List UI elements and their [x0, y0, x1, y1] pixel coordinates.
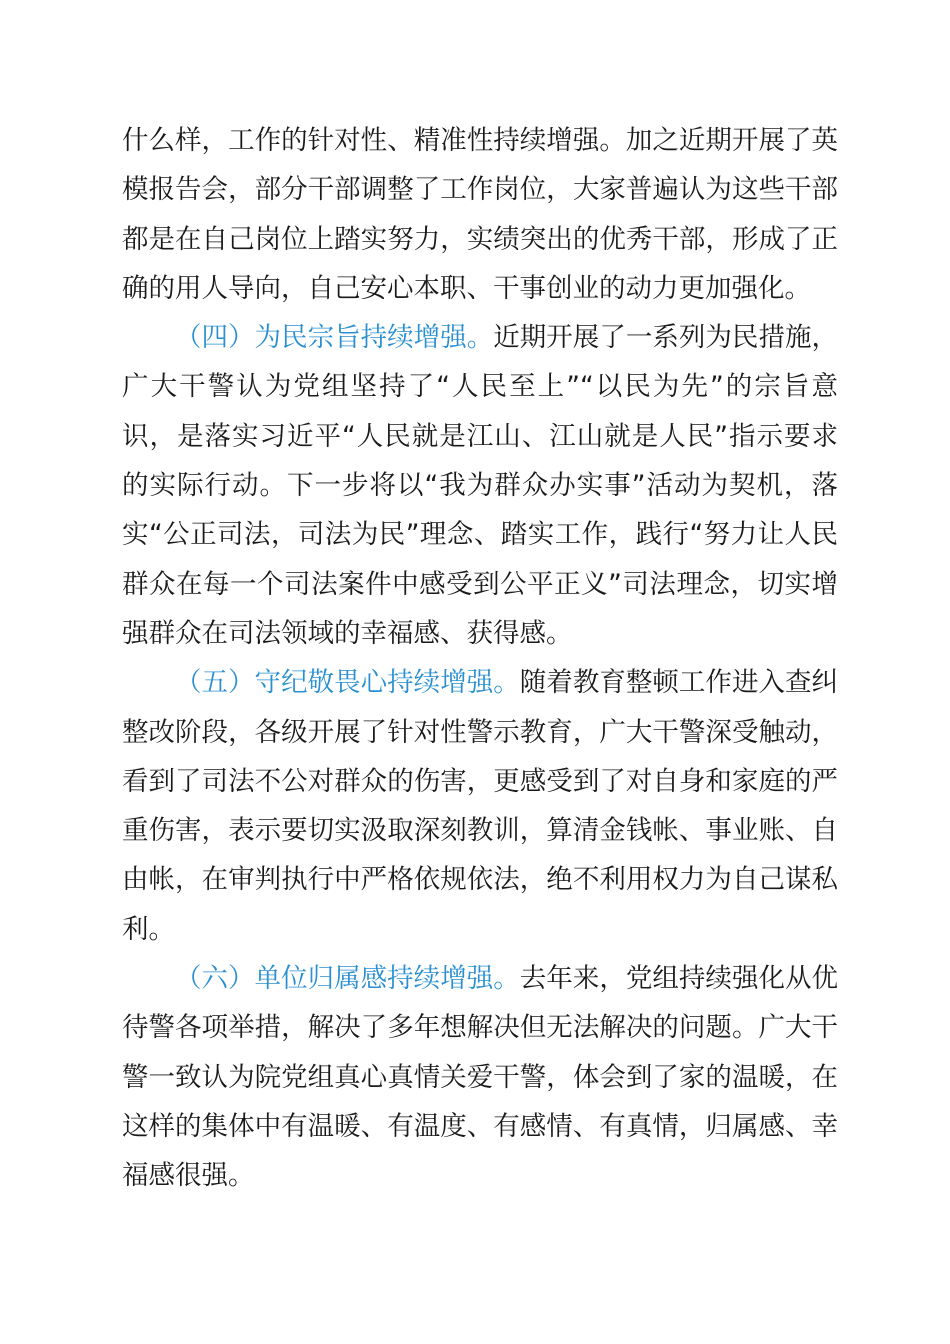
paragraph-section-4	[122, 313, 838, 658]
section-heading-4: （四）为民宗旨持续增强。	[175, 322, 494, 354]
paragraph-text: 随着教育整顿工作进入查纠整改阶段，各级开展了针对性警示教育，广大干警深受触动，看到了司法不公对群众的伤害，更感受到了对自身和家庭的严重伤害，表示要切实汲取深刻教训，算清金钱帐、事业账、自由帐，在审判执行中严格依规依法，绝不利用权力为自己谋私利。	[122, 667, 839, 945]
section-heading-5: （五）守纪敬畏心持续增强。	[175, 667, 520, 699]
paragraph-section-6	[122, 954, 838, 1200]
paragraph-continuation	[122, 116, 838, 313]
section-heading-6: （六）单位归属感持续增强。	[175, 963, 520, 995]
paragraph-text: 什么样，工作的针对性、精准性持续增强。加之近期开展了英模报告会，部分干部调整了工作岗位，大家普遍认为这些干部都是在自己岗位上踏实努力，实绩突出的优秀干部，形成了正确的用人导向，自己安心本职、干事创业的动力更加强化。	[122, 125, 838, 304]
paragraph-text: 近期开展了一系列为民措施，广大干警认为党组坚持了“人民至上”“以民为先”的宗旨意识，是落实习近平“人民就是江山、江山就是人民”指示要求的实际行动。下一步将以“我为群众办实事”活动为契机，落实“公正司法，司法为民”理念、踏实工作，践行“努力让人民群众在每一个司法案件中感受到公平正义”司法理念，切实增强群众在司法领域的幸福感、获得感。	[122, 322, 838, 649]
paragraph-text: 去年来，党组持续强化从优待警各项举措，解决了多年想解决但无法解决的问题。广大干警一致认为院党组真心真情关爱干警，体会到了家的温暖，在这样的集体中有温暖、有温度、有感情、有真情，归属感、幸福感很强。	[122, 963, 839, 1192]
document-body	[122, 116, 838, 1201]
paragraph-section-5	[122, 658, 838, 954]
